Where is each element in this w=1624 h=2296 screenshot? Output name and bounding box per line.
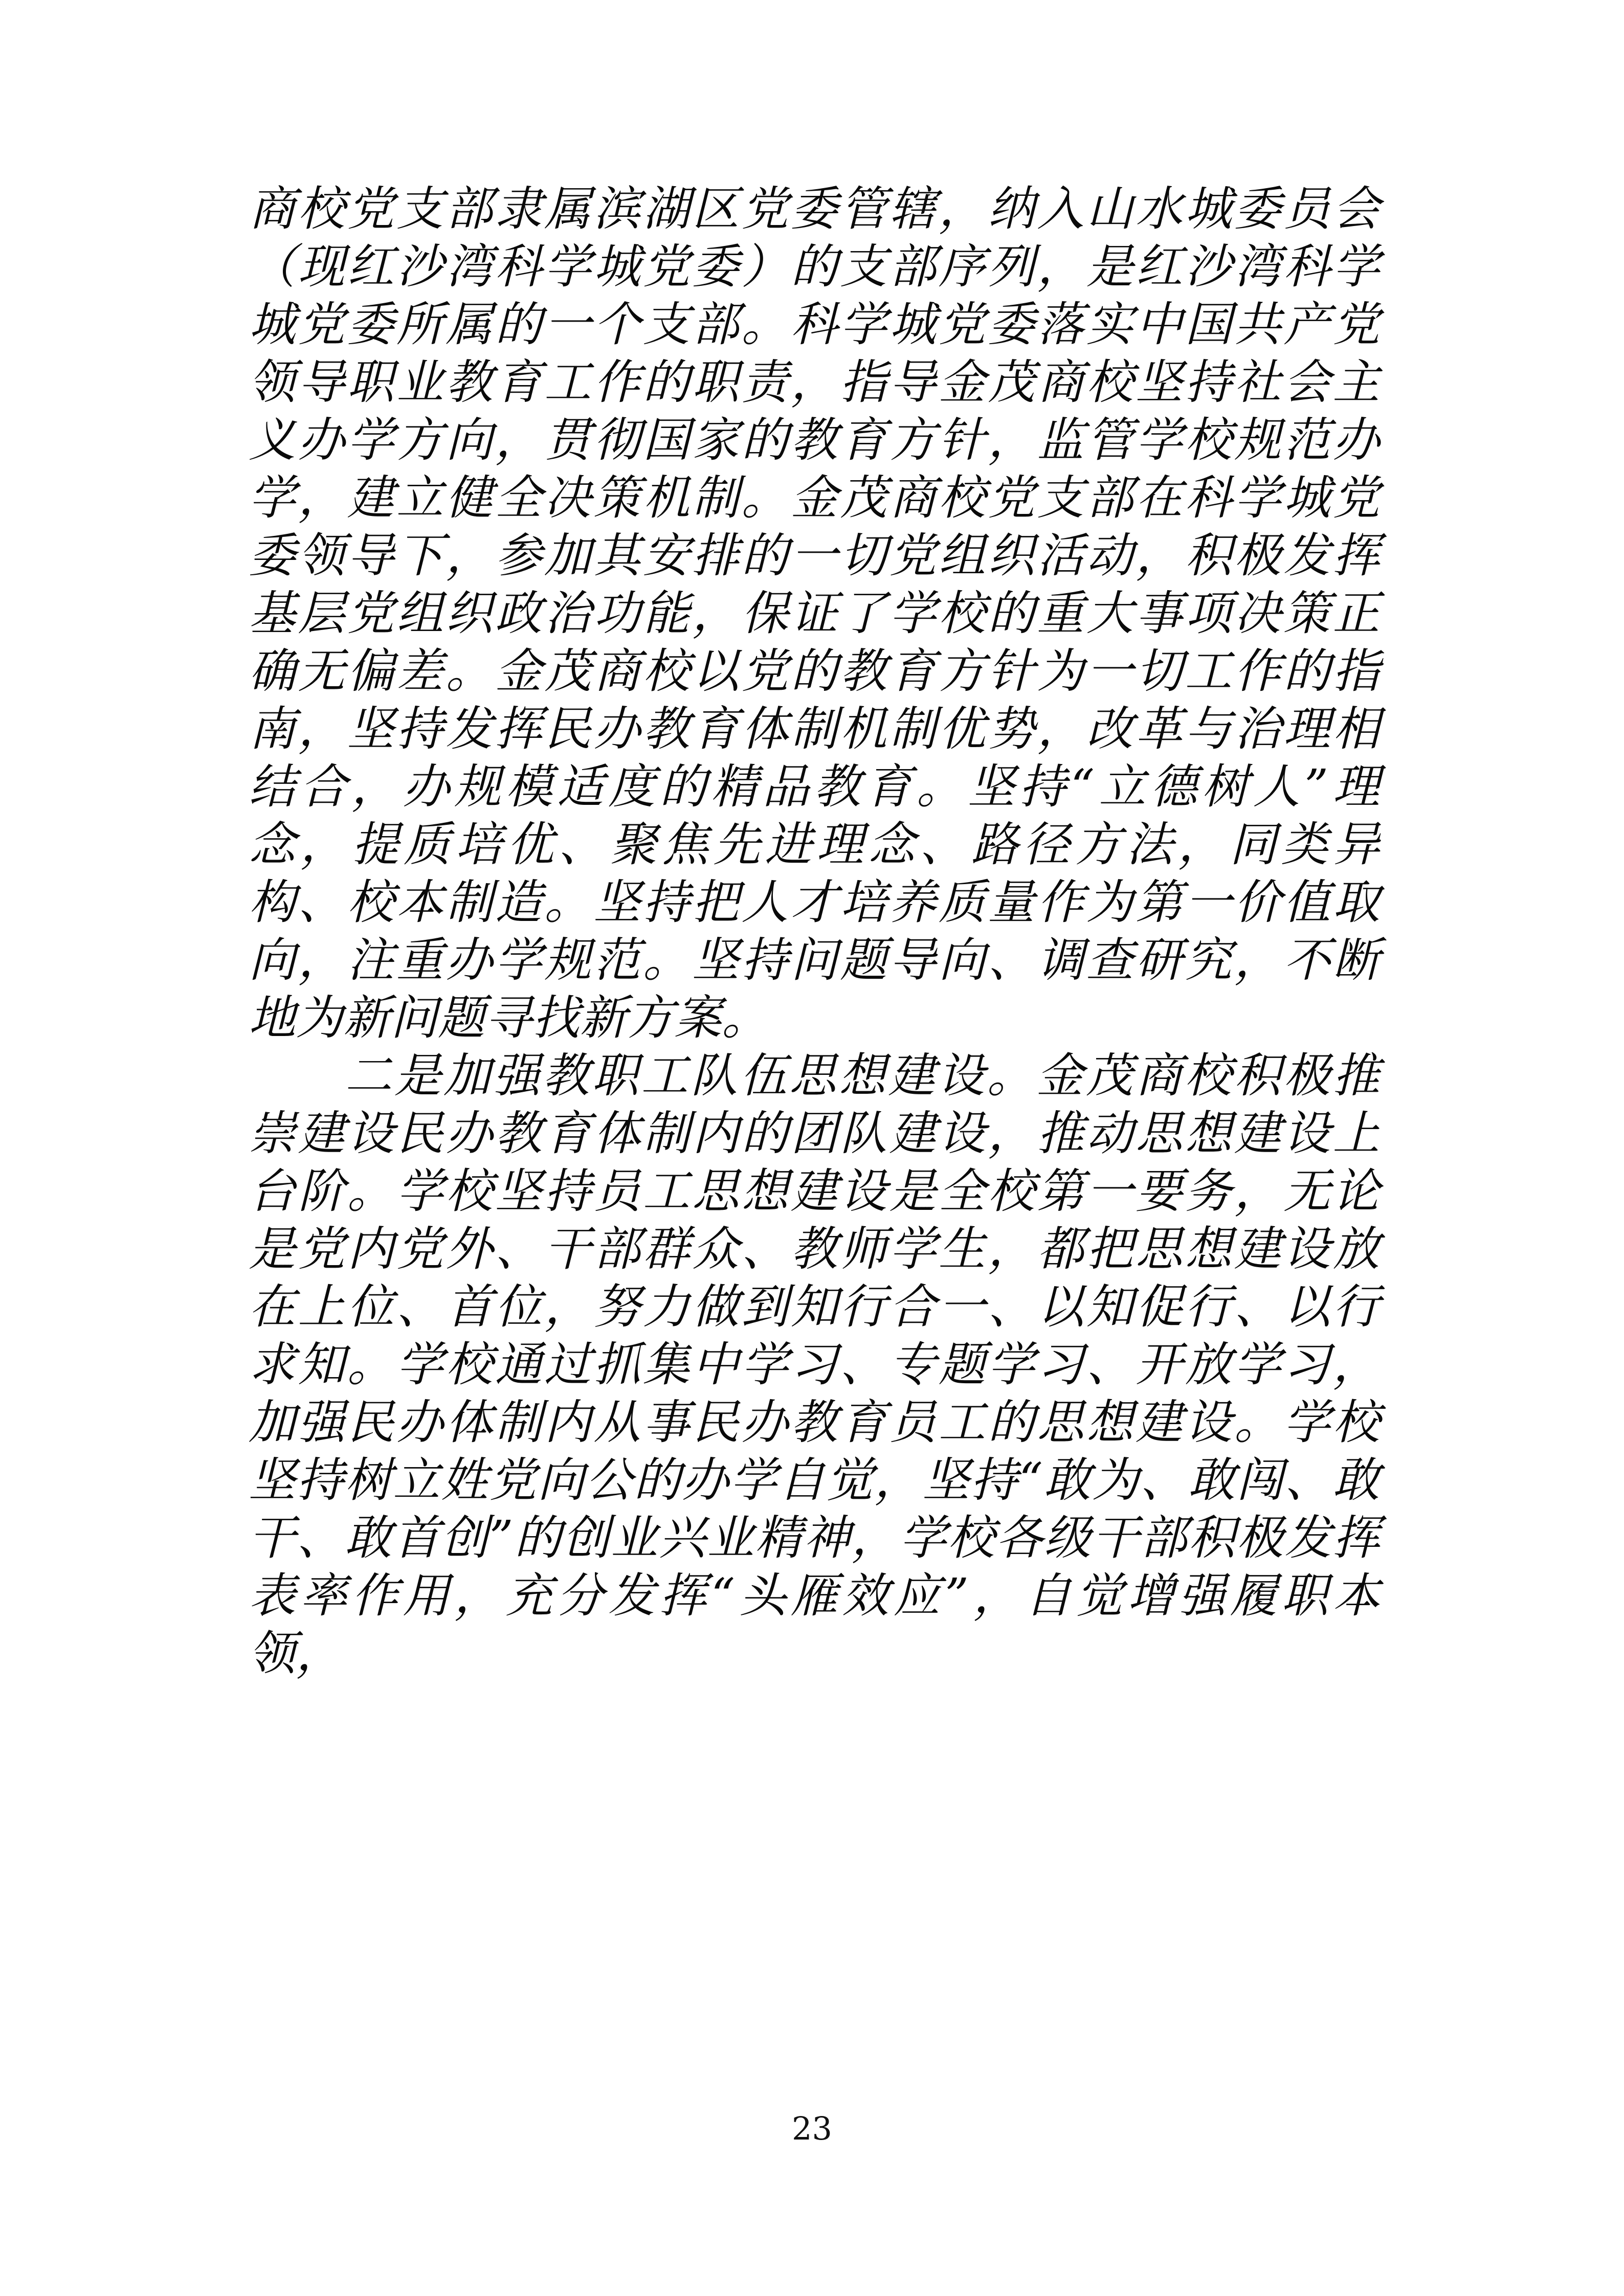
page-number: 23 <box>792 2110 832 2147</box>
body-paragraph-two: 二是加强教职工队伍思想建设。金茂商校积极推崇建设民办教育体制内的团队建设，推动思想建设上台阶。学校坚持员工思想建设是全校第一要务，无论是党内党外、干部群众、教师学生，都把思想建设放在上位、首位，努力做到知行合一、以知促行、以行求知。学校通过抓集中学习、专题学习、开放学习，加强民办体制内从事民办教育员工的思想建设。学校坚持树立姓党向公的办学自觉，坚持“敢为、敢闯、敢干、敢首创”的创业兴业精神，学校各级干部积极发挥表率作用，充分发挥“头雁效应”，自觉增强履职本领， <box>249 1048 1380 1681</box>
body-paragraph-continued: 商校党支部隶属滨湖区党委管辖，纳入山水城委员会（现红沙湾科学城党委）的支部序列，是红沙湾科学城党委所属的一个支部。科学城党委落实中国共产党领导职业教育工作的职责，指导金茂商校坚持社会主义办学方向，贯彻国家的教育方针，监管学校规范办学，建立健全决策机制。金茂商校党支部在科学城党委领导下，参加其安排的一切党组织活动，积极发挥基层党组织政治功能，保证了学校的重大事项决策正确无偏差。金茂商校以党的教育方针为一切工作的指南，坚持发挥民办教育体制机制优势，改革与治理相结合，办规模适度的精品教育。坚持“立德树人”理念，提质培优、聚焦先进理念、路径方法，同类异构、校本制造。坚持把人才培养质量作为第一价值取向，注重办学规范。坚持问题导向、调查研究，不断地为新问题寻找新方案。 <box>249 182 1380 1045</box>
body-text-block <box>249 180 1380 1682</box>
